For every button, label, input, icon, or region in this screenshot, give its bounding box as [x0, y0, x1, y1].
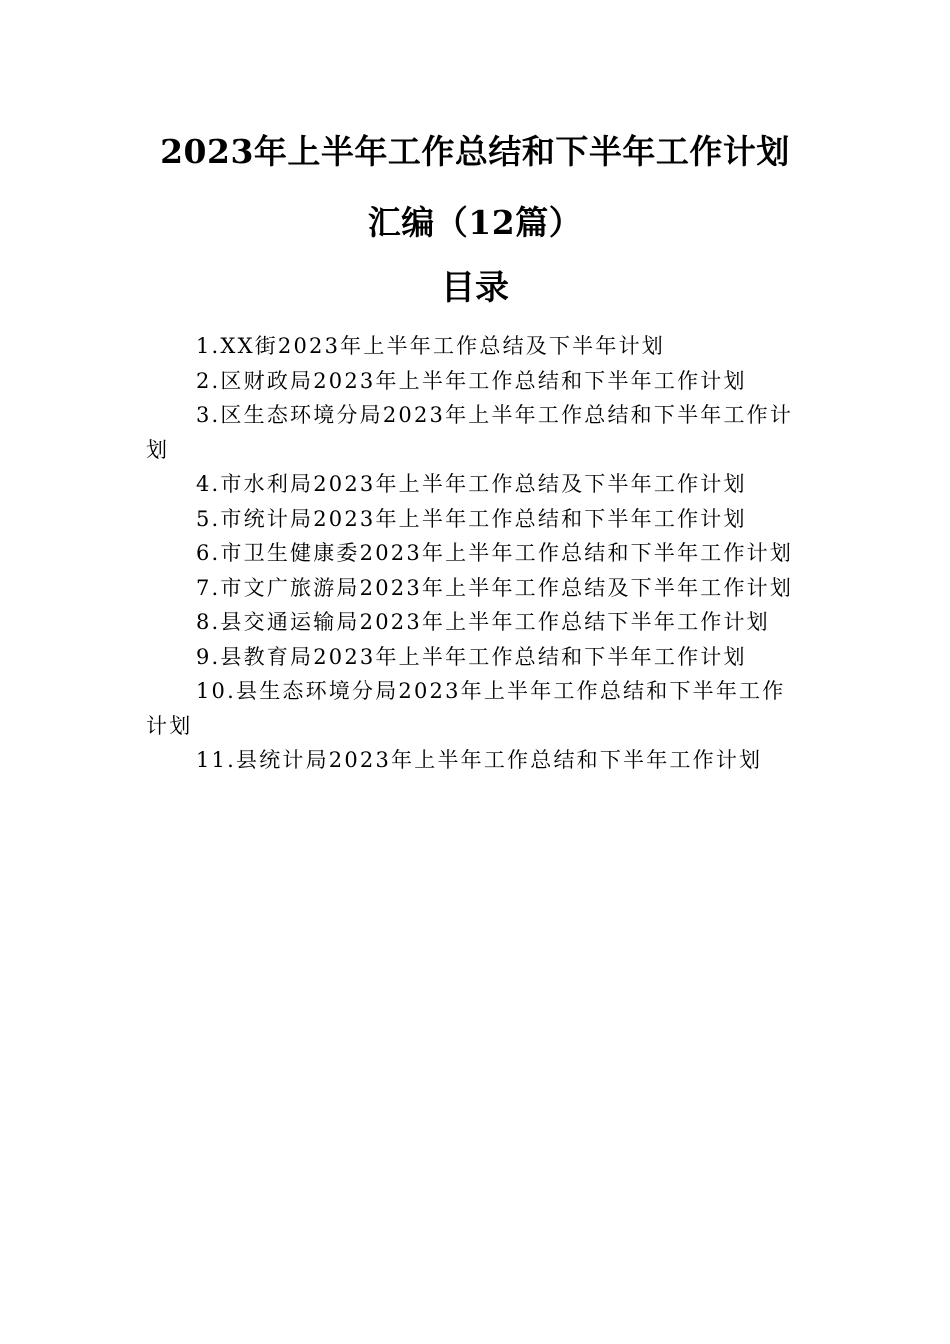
toc-item-10: 10.县生态环境分局2023年上半年工作总结和下半年工作计划 — [146, 679, 786, 738]
toc-item-5: 5.市统计局2023年上半年工作总结和下半年工作计划 — [196, 506, 747, 531]
toc-item-4: 4.市水利局2023年上半年工作总结及下半年工作计划 — [196, 472, 747, 496]
document-title-line-1: 2023年上半年工作总结和下半年工作计划 — [160, 132, 790, 171]
toc-item-11: 11.县统计局2023年上半年工作总结和下半年工作计划 — [196, 748, 763, 772]
toc-item-6: 6.市卫生健康委2023年上半年工作总结和下半年工作计划 — [196, 541, 794, 565]
toc-item-7: 7.市文广旅游局2023年上半年工作总结及下半年工作计划 — [196, 575, 794, 600]
toc-item-2: 2.区财政局2023年上半年工作总结和下半年工作计划 — [196, 368, 747, 393]
toc-item-8: 8.县交通运输局2023年上半年工作总结下半年工作计划 — [196, 610, 770, 634]
toc-item-9: 9.县教育局2023年上半年工作总结和下半年工作计划 — [196, 644, 747, 669]
toc-item-3: 3.区生态环境分局2023年上半年工作总结和下半年工作计划 — [146, 403, 794, 462]
table-of-contents — [146, 329, 806, 778]
toc-item-1: 1.XX街2023年上半年工作总结及下半年计划 — [196, 334, 665, 358]
document-title-line-2: 汇编（12篇） — [367, 203, 583, 242]
toc-heading: 目录 — [441, 268, 509, 308]
